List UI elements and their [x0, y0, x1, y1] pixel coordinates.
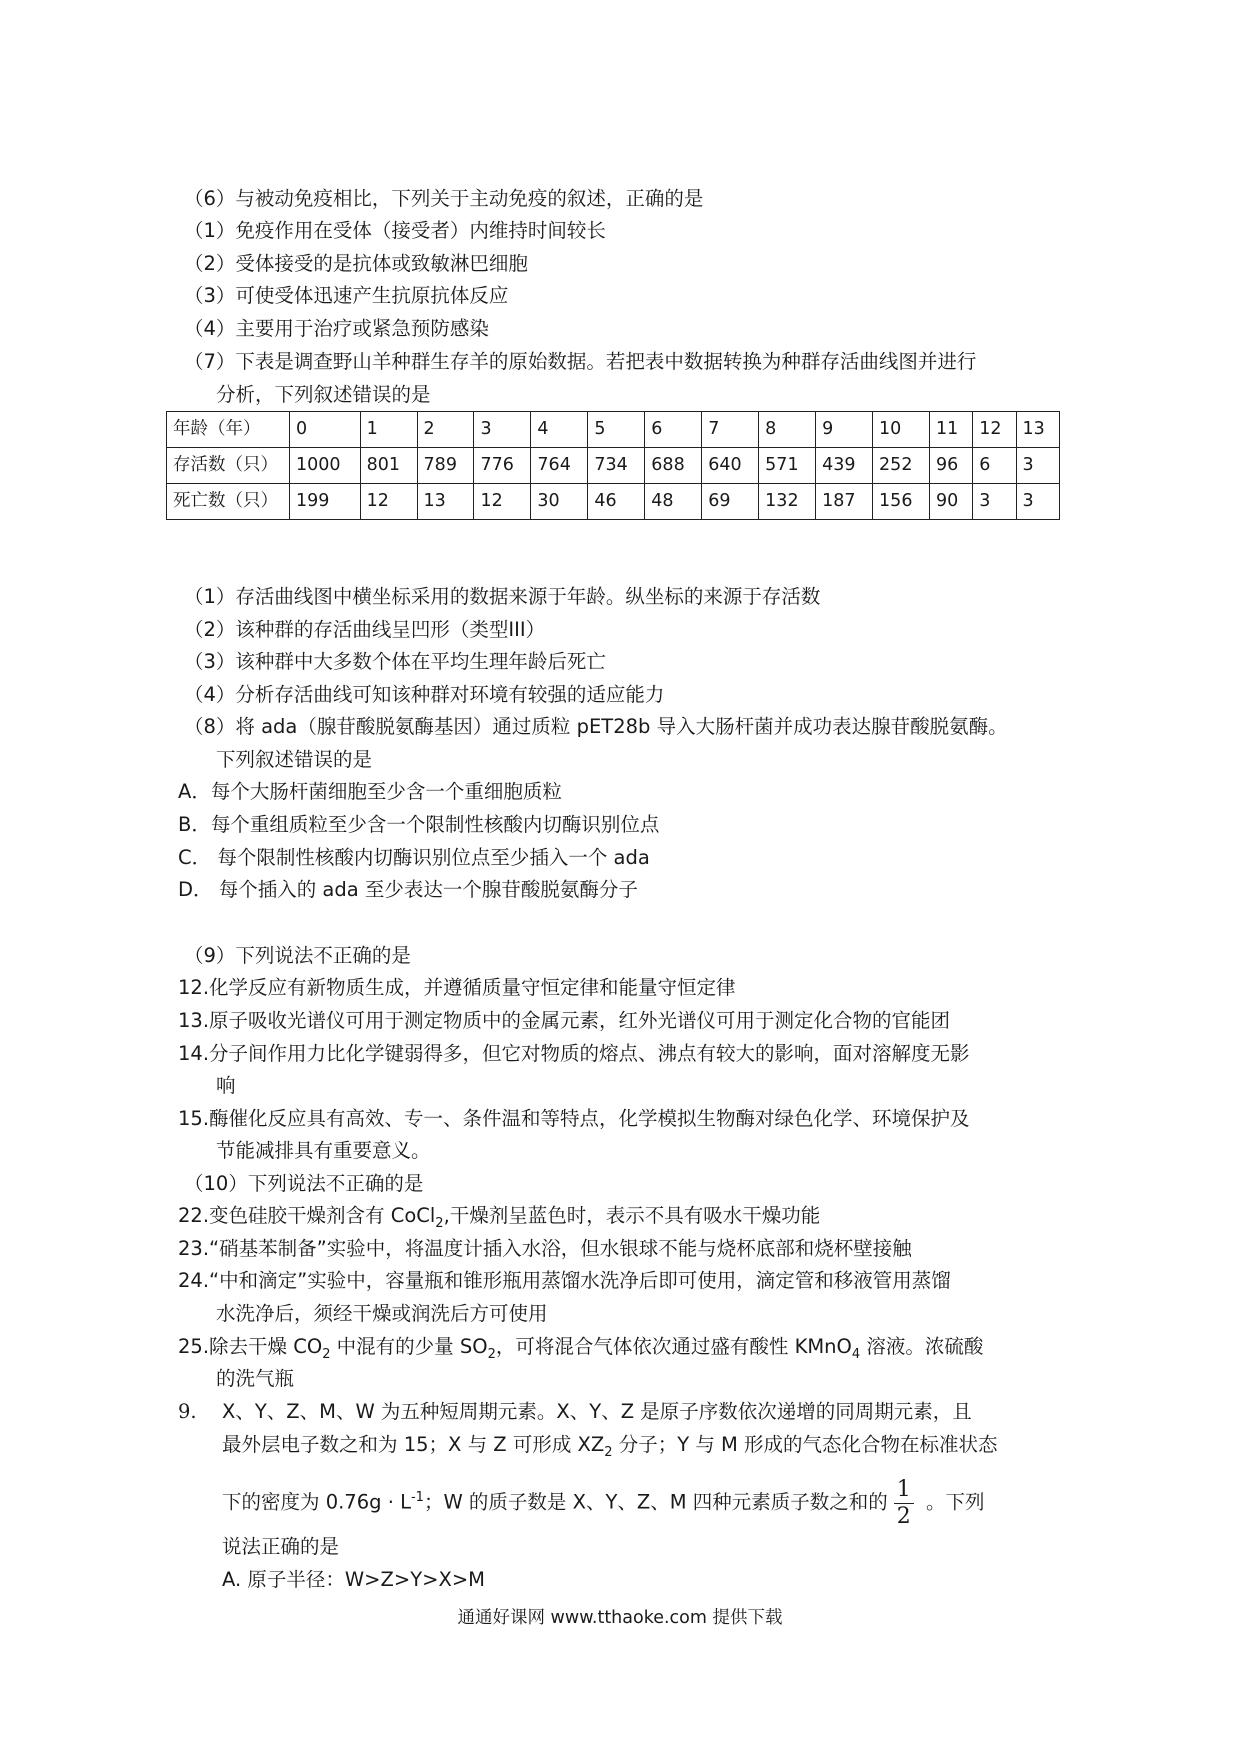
table-cell: 734	[588, 448, 645, 484]
table-row	[167, 448, 1060, 484]
q9b-line4: 说法正确的是	[222, 1535, 340, 1558]
q10-stem: （10）下列说法不正确的是	[184, 1172, 424, 1195]
page-footer: 通通好课网 www.tthaoke.com 提供下载	[457, 1608, 783, 1628]
table-row	[167, 412, 1060, 448]
table-cell: 252	[873, 448, 930, 484]
table-cell: 132	[759, 484, 816, 520]
q9b-line3: 下的密度为 $0.76g \cdot L^{-1}$；W 的质子数是 X、Y、Z、M 四种元素质子数之和的 $\frac{1}{2}$ 。下列	[222, 1476, 985, 1529]
table-cell: 30	[531, 484, 588, 520]
table-cell: 688	[645, 448, 702, 484]
table-cell: 5	[588, 412, 645, 448]
table-cell: 12	[360, 484, 417, 520]
q10-item-25-line1: 25.除去干燥 $CO_2$ 中混有的少量 $SO_2$，可将混合气体依次通过盛有酸性 KMnO$_4$ 溶液。浓硫酸	[178, 1335, 984, 1362]
table-cell: 96	[929, 448, 972, 484]
q8-option-a: A．每个大肠杆菌细胞至少含一个重细胞质粒	[178, 780, 562, 803]
table-cell: 764	[531, 448, 588, 484]
q10-item-23: 23.“硝基苯制备”实验中，将温度计插入水浴，但水银球不能与烧杯底部和烧杯壁接触	[178, 1237, 912, 1260]
table-cell: 776	[474, 448, 531, 484]
q8-stem-line1: （8）将 ada（腺苷酸脱氨酶基因）通过质粒 pET28b 导入大肠杆菌并成功表达腺苷酸脱氨酶。	[184, 715, 1008, 738]
table-cell: 3	[474, 412, 531, 448]
q8-option-b: B．每个重组质粒至少含一个限制性核酸内切酶识别位点	[178, 813, 660, 836]
q9b-line1: X、Y、Z、M、W 为五种短周期元素。X、Y、Z 是原子序数依次递增的同周期元素，且	[222, 1400, 972, 1423]
q6-option-3: （3）可使受体迅速产生抗原抗体反应	[184, 284, 509, 307]
table-cell: 13	[1016, 412, 1059, 448]
table-cell: 1	[360, 412, 417, 448]
q10-item-22: 22.变色硅胶干燥剂含有 CoCl$_2$,干燥剂呈蓝色时，表示不具有吸水干燥功能	[178, 1204, 821, 1231]
table-cell: 571	[759, 448, 816, 484]
table-row	[167, 484, 1060, 520]
table-cell: 69	[702, 484, 759, 520]
table-row-label: 死亡数（只）	[167, 484, 290, 520]
q10-item-25-line2: 的洗气瓶	[216, 1367, 295, 1390]
table-cell: 3	[1016, 484, 1059, 520]
table-cell: 1000	[290, 448, 361, 484]
q7-stem-line1: （7）下表是调查野山羊种群生存羊的原始数据。若把表中数据转换为种群存活曲线图并进行	[184, 350, 977, 373]
table-cell: 640	[702, 448, 759, 484]
table-row-label: 年龄（年）	[167, 412, 290, 448]
q10-item-24-line1: 24.“中和滴定”实验中，容量瓶和锥形瓶用蒸馏水洗净后即可使用，滴定管和移液管用蒸馏	[178, 1269, 951, 1292]
table-cell: 13	[417, 484, 474, 520]
q8-option-c: C． 每个限制性核酸内切酶识别位点至少插入一个 ada	[178, 846, 650, 869]
table-cell: 10	[873, 412, 930, 448]
q6-stem: （6）与被动免疫相比，下列关于主动免疫的叙述，正确的是	[184, 187, 704, 210]
table-cell: 7	[702, 412, 759, 448]
table-cell: 12	[474, 484, 531, 520]
table-cell: 12	[973, 412, 1016, 448]
table-cell: 90	[929, 484, 972, 520]
q7-stem-line2: 分析，下列叙述错误的是	[216, 383, 431, 406]
q8-stem-line2: 下列叙述错误的是	[216, 748, 373, 771]
q6-option-4: （4）主要用于治疗或紧急预防感染	[184, 317, 489, 340]
table-cell: 199	[290, 484, 361, 520]
table-cell: 439	[816, 448, 873, 484]
q7-option-1: （1）存活曲线图中横坐标采用的数据来源于年龄。纵坐标的来源于存活数	[184, 585, 821, 608]
table-cell: 801	[360, 448, 417, 484]
q7-option-3: （3）该种群中大多数个体在平均生理年龄后死亡	[184, 650, 606, 673]
q8-option-d: D． 每个插入的 ada 至少表达一个腺苷酸脱氨酶分子	[178, 878, 638, 901]
table-cell: 3	[973, 484, 1016, 520]
table-cell: 9	[816, 412, 873, 448]
q9b-number: 9.	[178, 1400, 197, 1423]
q7-option-2: （2）该种群的存活曲线呈凹形（类型III）	[184, 618, 546, 641]
table-cell: 789	[417, 448, 474, 484]
q9b-line2: 最外层电子数之和为 15；X 与 Z 可形成 $XZ_2$ 分子；Y 与 M 形成的气态化合物在标准状态	[222, 1433, 998, 1460]
table-cell: 0	[290, 412, 361, 448]
q9-item-13: 13.原子吸收光谱仪可用于测定物质中的金属元素，红外光谱仪可用于测定化合物的官能团	[178, 1009, 951, 1032]
table-cell: 187	[816, 484, 873, 520]
table-cell: 4	[531, 412, 588, 448]
q7-option-4: （4）分析存活曲线可知该种群对环境有较强的适应能力	[184, 683, 665, 706]
q9-item-12: 12.化学反应有新物质生成，并遵循质量守恒定律和能量守恒定律	[178, 976, 736, 999]
q9-item-15-line1: 15.酶催化反应具有高效、专一、条件温和等特点，化学模拟生物酶对绿色化学、环境保护及	[178, 1107, 970, 1130]
table-cell: 8	[759, 412, 816, 448]
table-cell: 156	[873, 484, 930, 520]
q10-item-24-line2: 水洗净后，须经干燥或润洗后方可使用	[216, 1302, 548, 1325]
table-cell: 2	[417, 412, 474, 448]
table-cell: 48	[645, 484, 702, 520]
table-cell: 11	[929, 412, 972, 448]
q9-item-14-line1: 14.分子间作用力比化学键弱得多，但它对物质的熔点、沸点有较大的影响，面对溶解度无影	[178, 1042, 970, 1065]
q9-item-15-line2: 节能减排具有重要意义。	[216, 1139, 431, 1162]
survival-data-table	[166, 411, 1060, 520]
table-cell: 46	[588, 484, 645, 520]
q9-stem: （9）下列说法不正确的是	[184, 944, 411, 967]
table-cell: 3	[1016, 448, 1059, 484]
q6-option-1: （1）免疫作用在受体（接受者）内维持时间较长	[184, 219, 606, 242]
table-cell: 6	[645, 412, 702, 448]
table-row-label: 存活数（只）	[167, 448, 290, 484]
q6-option-2: （2）受体接受的是抗体或致敏淋巴细胞	[184, 252, 528, 275]
one-half-fraction: $\frac{1}{2}$	[894, 1477, 914, 1530]
q9-item-14-line2: 响	[216, 1074, 236, 1097]
q9b-option-a: A. 原子半径：W>Z>Y>X>M	[222, 1568, 485, 1591]
table-cell: 6	[973, 448, 1016, 484]
